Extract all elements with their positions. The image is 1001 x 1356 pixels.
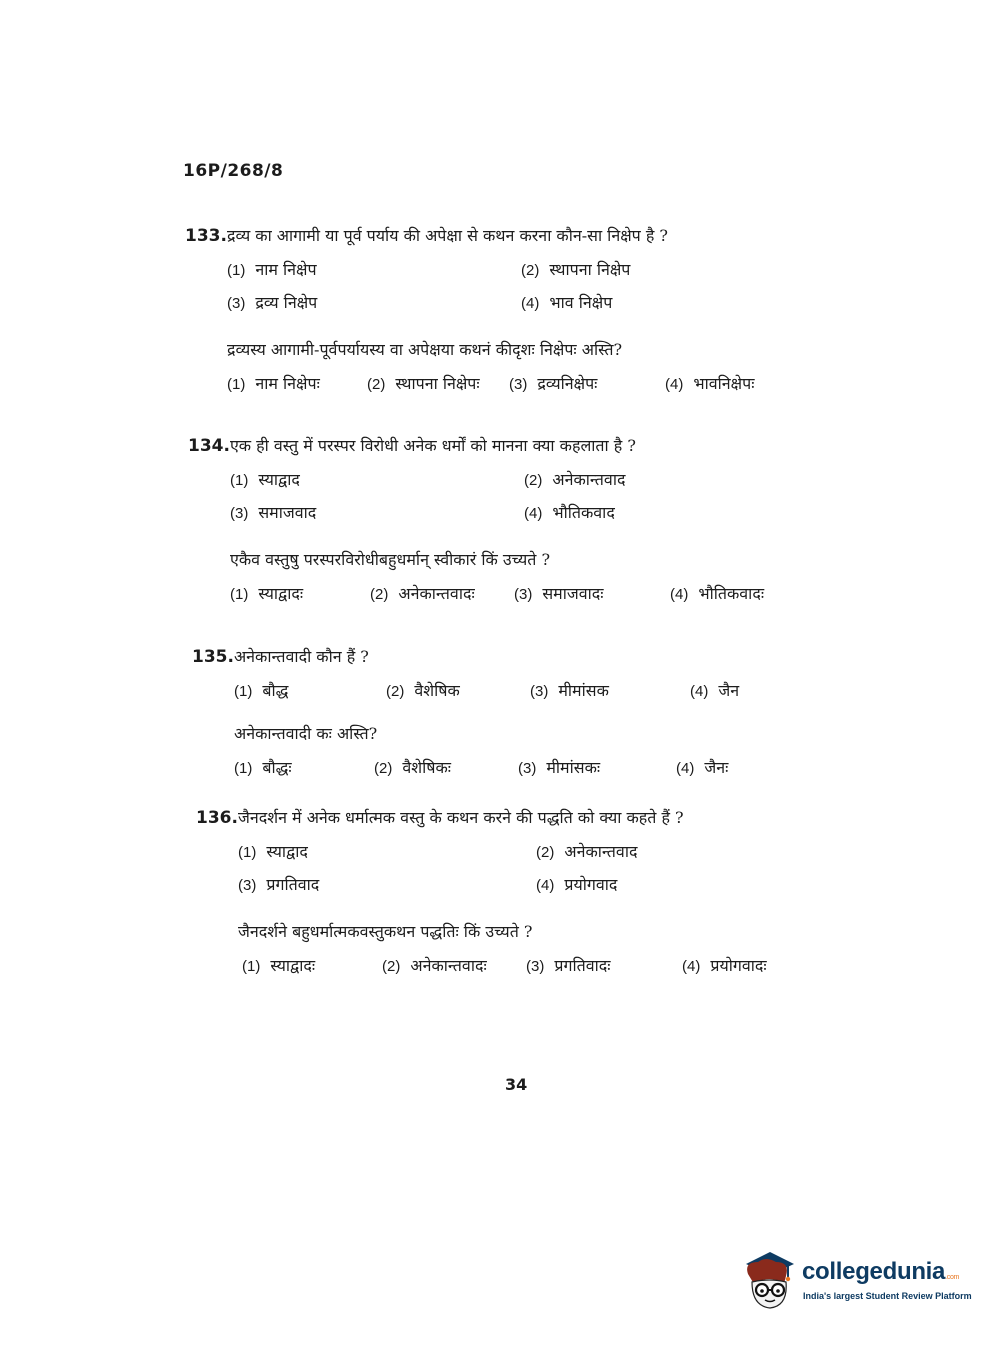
option-text: प्रगतिवाद — [266, 875, 320, 894]
options-row — [238, 840, 684, 873]
question-136 — [196, 806, 767, 987]
option-text: भौतिकवाद — [552, 503, 615, 522]
option-1[interactable] — [230, 468, 300, 490]
option-number: (1) — [234, 760, 253, 777]
option-number: (1) — [242, 958, 261, 975]
option-text: अनेकान्तवादः — [398, 584, 475, 603]
option-number: (2) — [524, 472, 543, 489]
option-number: (3) — [518, 760, 537, 777]
option-1[interactable] — [238, 840, 308, 862]
question-number: 134. — [188, 436, 230, 456]
option-text: द्रव्य निक्षेप — [255, 293, 318, 312]
option-number: (2) — [521, 262, 540, 279]
sanskrit-question: अनेकान्तवादी कः अस्ति? — [234, 724, 378, 743]
option-1[interactable] — [227, 258, 317, 280]
option-number: (4) — [682, 958, 701, 975]
option-number: (2) — [374, 760, 393, 777]
option-number: (3) — [526, 958, 545, 975]
sanskrit-option-3[interactable] — [518, 756, 600, 778]
option-text: द्रव्यनिक्षेपः — [537, 374, 598, 393]
option-3[interactable] — [238, 873, 319, 895]
option-number: (4) — [690, 683, 709, 700]
option-text: वैशेषिकः — [402, 758, 452, 777]
option-text: स्याद्वाद — [266, 842, 308, 861]
options-row — [238, 873, 684, 906]
options-row — [230, 468, 636, 501]
question-number: 135. — [192, 647, 234, 667]
question-text: द्रव्य का आगामी या पूर्व पर्याय की अपेक्षा से कथन करना कौन-सा निक्षेप है ? — [226, 226, 669, 245]
option-number: (4) — [536, 877, 555, 894]
question-135 — [192, 645, 740, 789]
question-stem — [188, 434, 636, 456]
option-number: (2) — [536, 844, 555, 861]
logo-tagline: India's largest Student Review Platform — [803, 1291, 972, 1301]
option-text: प्रयोगवाद — [564, 875, 618, 894]
option-number: (1) — [227, 262, 246, 279]
sanskrit-option-2[interactable] — [370, 582, 475, 604]
question-number: 136. — [196, 808, 238, 828]
option-text: प्रगतिवादः — [554, 956, 611, 975]
option-2[interactable] — [386, 679, 460, 701]
sanskrit-options-row — [227, 372, 755, 405]
logo-wordmark — [802, 1258, 959, 1286]
option-text: स्याद्वादः — [258, 584, 304, 603]
option-text: बौद्धः — [262, 758, 292, 777]
option-text: अनेकान्तवाद — [552, 470, 626, 489]
sanskrit-option-2[interactable] — [374, 756, 451, 778]
question-text: जैनदर्शन में अनेक धर्मात्मक वस्तु के कथन करने की पद्धति को क्या कहते हैं ? — [237, 808, 684, 827]
sanskrit-option-1[interactable] — [234, 756, 292, 778]
sanskrit-option-4[interactable] — [676, 756, 728, 778]
question-stem — [196, 806, 684, 828]
option-number: (1) — [238, 844, 257, 861]
option-text: स्याद्वादः — [270, 956, 316, 975]
option-4[interactable] — [521, 291, 612, 313]
option-number: (2) — [370, 586, 389, 603]
option-text: स्थापना निक्षेप — [549, 260, 631, 279]
option-1[interactable] — [234, 679, 288, 701]
option-text: मीमांसकः — [546, 758, 601, 777]
question-133 — [185, 224, 755, 405]
sanskrit-option-1[interactable] — [242, 954, 315, 976]
sanskrit-option-1[interactable] — [230, 582, 303, 604]
sanskrit-options-row — [238, 954, 767, 987]
question-number: 133. — [185, 226, 227, 246]
option-2[interactable] — [536, 840, 637, 862]
option-2[interactable] — [521, 258, 630, 280]
sanskrit-option-4[interactable] — [670, 582, 764, 604]
sanskrit-option-1[interactable] — [227, 372, 320, 394]
option-2[interactable] — [524, 468, 625, 490]
option-number: (4) — [676, 760, 695, 777]
option-number: (4) — [524, 505, 543, 522]
sanskrit-option-2[interactable] — [367, 372, 480, 394]
options-row — [230, 501, 636, 534]
option-text: जैन — [718, 681, 740, 700]
option-text: मीमांसक — [558, 681, 609, 700]
option-number: (2) — [367, 376, 386, 393]
option-text: अनेकान्तवादः — [410, 956, 487, 975]
student-mascot-icon — [740, 1248, 800, 1312]
option-number: (1) — [230, 586, 249, 603]
sanskrit-option-3[interactable] — [514, 582, 604, 604]
option-text: भाव निक्षेप — [549, 293, 613, 312]
option-text: अनेकान्तवाद — [564, 842, 638, 861]
option-number: (4) — [665, 376, 684, 393]
option-4[interactable] — [536, 873, 617, 895]
option-text: नाम निक्षेप — [255, 260, 317, 279]
option-number: (3) — [238, 877, 257, 894]
option-number: (3) — [514, 586, 533, 603]
sanskrit-options-row — [230, 582, 765, 615]
option-number: (3) — [230, 505, 249, 522]
option-number: (1) — [234, 683, 253, 700]
option-number: (3) — [509, 376, 528, 393]
sanskrit-option-4[interactable] — [682, 954, 767, 976]
option-3[interactable] — [530, 679, 609, 701]
option-text: स्थापना निक्षेपः — [395, 374, 480, 393]
logo-domain-suffix: .com — [945, 1274, 960, 1281]
collegedunia-logo[interactable] — [740, 1248, 970, 1312]
sanskrit-option-3[interactable] — [509, 372, 597, 394]
option-text: भावनिक्षेपः — [693, 374, 755, 393]
option-number: (3) — [227, 295, 246, 312]
options-row — [227, 291, 668, 324]
option-number: (1) — [230, 472, 249, 489]
options-row — [227, 258, 668, 291]
option-text: बौद्ध — [262, 681, 289, 700]
option-text: जैनः — [704, 758, 729, 777]
option-text: प्रयोगवादः — [710, 956, 767, 975]
option-text: समाजवादः — [542, 584, 604, 603]
sanskrit-question: एकैव वस्तुषु परस्परविरोधीबहुधर्मान् स्वीकारं किं उच्यते ? — [230, 550, 551, 569]
sanskrit-question: जैनदर्शने बहुधर्मात्मकवस्तुकथन पद्धतिः किं उच्यते ? — [238, 922, 533, 941]
question-text: अनेकान्तवादी कौन हैं ? — [233, 647, 369, 666]
sanskrit-option-3[interactable] — [526, 954, 611, 976]
option-number: (3) — [530, 683, 549, 700]
question-text: एक ही वस्तु में परस्पर विरोधी अनेक धर्मों को मानना क्या कहलाता है ? — [229, 436, 636, 455]
option-number: (2) — [386, 683, 405, 700]
option-text: समाजवाद — [258, 503, 317, 522]
option-4[interactable] — [690, 679, 739, 701]
option-3[interactable] — [230, 501, 316, 523]
option-3[interactable] — [227, 291, 317, 313]
logo-name-text: collegedunia — [802, 1258, 946, 1285]
sanskrit-question: द्रव्यस्य आगामी-पूर्वपर्यायस्य वा अपेक्षया कथनं कीदृशः निक्षेपः अस्ति? — [227, 340, 623, 359]
option-number: (4) — [521, 295, 540, 312]
option-text: स्याद्वाद — [258, 470, 300, 489]
option-4[interactable] — [524, 501, 615, 523]
option-text: वैशेषिक — [414, 681, 460, 700]
sanskrit-option-2[interactable] — [382, 954, 487, 976]
option-number: (2) — [382, 958, 401, 975]
option-number: (4) — [670, 586, 689, 603]
question-stem — [185, 224, 668, 246]
option-text: भौतिकवादः — [698, 584, 765, 603]
question-stem — [192, 645, 377, 667]
page-number: 34 — [505, 1075, 528, 1094]
page-code: 16P/268/8 — [183, 161, 284, 181]
question-134 — [188, 434, 765, 615]
sanskrit-options-row — [234, 756, 729, 789]
option-text: नाम निक्षेपः — [255, 374, 320, 393]
sanskrit-option-4[interactable] — [665, 372, 754, 394]
options-row — [234, 679, 740, 712]
option-number: (1) — [227, 376, 246, 393]
